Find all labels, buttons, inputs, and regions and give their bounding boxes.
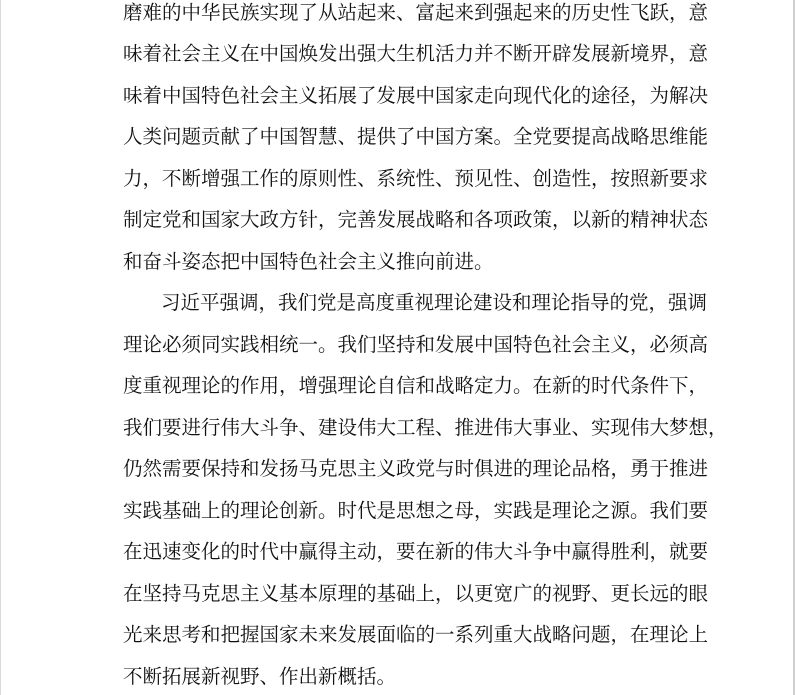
- paragraph-2-line-2: 理论必须同实践相统一。我们坚持和发展中国特色社会主义，必须高: [123, 333, 709, 356]
- paragraph-2-line-10: 不断拓展新视野、作出新概括。: [123, 665, 397, 688]
- paragraph-2-line-6: 实践基础上的理论创新。时代是思想之母，实践是理论之源。我们要: [123, 499, 709, 522]
- paragraph-2-line-8: 在坚持马克思主义基本原理的基础上，以更宽广的视野、更长远的眼: [123, 582, 709, 605]
- paragraph-1-line-3: 味着中国特色社会主义拓展了发展中国家走向现代化的途径，为解决: [123, 84, 709, 107]
- paragraph-2-line-9: 光来思考和把握国家未来发展面临的一系列重大战略问题，在理论上: [123, 623, 709, 646]
- paragraph-1-line-2: 味着社会主义在中国焕发出强大生机活力并不断开辟发展新境界，意: [123, 42, 709, 65]
- paragraph-1-line-6: 制定党和国家大政方针，完善发展战略和各项政策，以新的精神状态: [123, 208, 709, 231]
- page-left-border: [0, 0, 1, 695]
- paragraph-1-line-4: 人类问题贡献了中国智慧、提供了中国方案。全党要提高战略思维能: [123, 125, 709, 148]
- paragraph-1-line-7: 和奋斗姿态把中国特色社会主义推向前进。: [123, 250, 494, 273]
- paragraph-2-line-1: 习近平强调，我们党是高度重视理论建设和理论指导的党，强调: [161, 291, 708, 314]
- paragraph-2-line-4: 我们要进行伟大斗争、建设伟大工程、推进伟大事业、实现伟大梦想，: [123, 416, 728, 439]
- paragraph-1-line-1: 磨难的中华民族实现了从站起来、富起来到强起来的历史性飞跃，意: [123, 1, 709, 24]
- paragraph-2-line-7: 在迅速变化的时代中赢得主动，要在新的伟大斗争中赢得胜利，就要: [123, 540, 709, 563]
- paragraph-2-line-3: 度重视理论的作用，增强理论自信和战略定力。在新的时代条件下，: [123, 374, 709, 397]
- paragraph-1-line-5: 力，不断增强工作的原则性、系统性、预见性、创造性，按照新要求: [123, 167, 709, 190]
- paragraph-2-line-5: 仍然需要保持和发扬马克思主义政党与时俱进的理论品格，勇于推进: [123, 457, 709, 480]
